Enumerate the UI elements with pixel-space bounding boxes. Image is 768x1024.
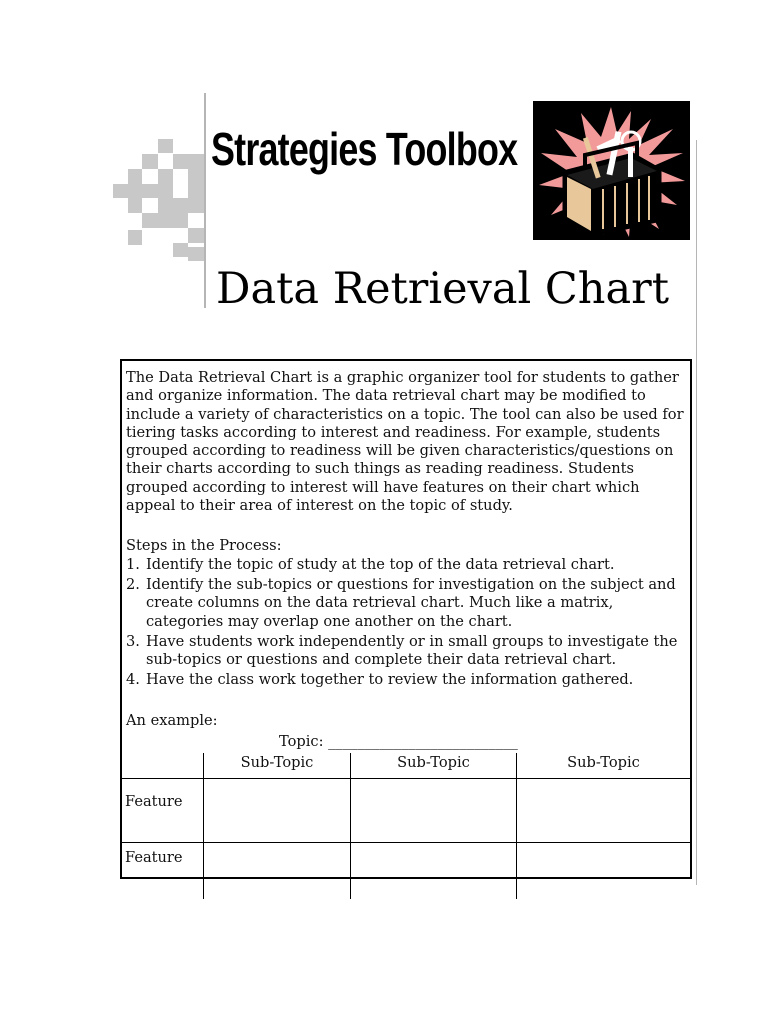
intro-paragraph: The Data Retrieval Chart is a graphic organizer tool for students to gather and organize information. The data retrieval chart may be modified to include a variety of characteristics on a topic. The tool can also be used for tiering tasks according to interest and readiness. For example, students grouped according to readiness will be given characteristics/questions on their charts according to such things as reading readiness. Students grouped according to interest will have features on their chart which appeal to their area of interest on the topic of study. xyxy=(126,369,684,515)
steps-label: Steps in the Process: xyxy=(126,537,282,555)
topic-line: Topic: __________________________ xyxy=(279,733,518,750)
step-text: Have the class work together to review the information gathered. xyxy=(146,671,634,689)
page-title: Data Retrieval Chart xyxy=(216,264,669,314)
content-text xyxy=(126,369,690,730)
table-cell xyxy=(517,779,691,843)
table-row-label: Feature xyxy=(122,779,204,843)
content-box xyxy=(120,359,692,879)
example-label: An example: xyxy=(126,711,218,729)
table-header-cell: Sub-Topic xyxy=(351,753,517,779)
right-divider-line xyxy=(696,140,697,885)
step-number: 1. xyxy=(126,555,140,573)
table-header-cell: Sub-Topic xyxy=(517,753,691,779)
table-row xyxy=(122,843,690,900)
table-cell xyxy=(351,843,517,900)
table-cell xyxy=(204,779,351,843)
step-text: Identify the topic of study at the top of the data retrieval chart. xyxy=(146,555,615,573)
step-number: 4. xyxy=(126,671,140,689)
table-cell xyxy=(204,843,351,900)
example-table xyxy=(122,753,690,899)
table-header-row xyxy=(122,753,690,779)
step-item xyxy=(126,556,690,574)
table-cell xyxy=(351,779,517,843)
table-row-label: Feature xyxy=(125,849,183,866)
step-text: Identify the sub-topics or questions for investigation on the subject and create columns on the data retrieval chart. Much like a matrix, categories may overlap one another on the chart. xyxy=(146,575,676,630)
left-divider-line xyxy=(204,93,206,308)
table-header-cell xyxy=(122,753,204,779)
step-number: 3. xyxy=(126,632,140,650)
step-text: Have students work independently or in small groups to investigate the sub-topics or questions and complete their data retrieval chart. xyxy=(146,632,678,669)
step-number: 2. xyxy=(126,575,140,593)
step-item xyxy=(126,633,690,670)
table-header-cell: Sub-Topic xyxy=(204,753,351,779)
step-item xyxy=(126,576,690,631)
step-item xyxy=(126,671,690,689)
table-cell xyxy=(517,843,691,900)
steps-list xyxy=(126,556,690,690)
table-row xyxy=(122,779,690,843)
toolbox-clipart-icon xyxy=(533,101,690,240)
banner-title: Strategies Toolbox xyxy=(211,123,518,175)
